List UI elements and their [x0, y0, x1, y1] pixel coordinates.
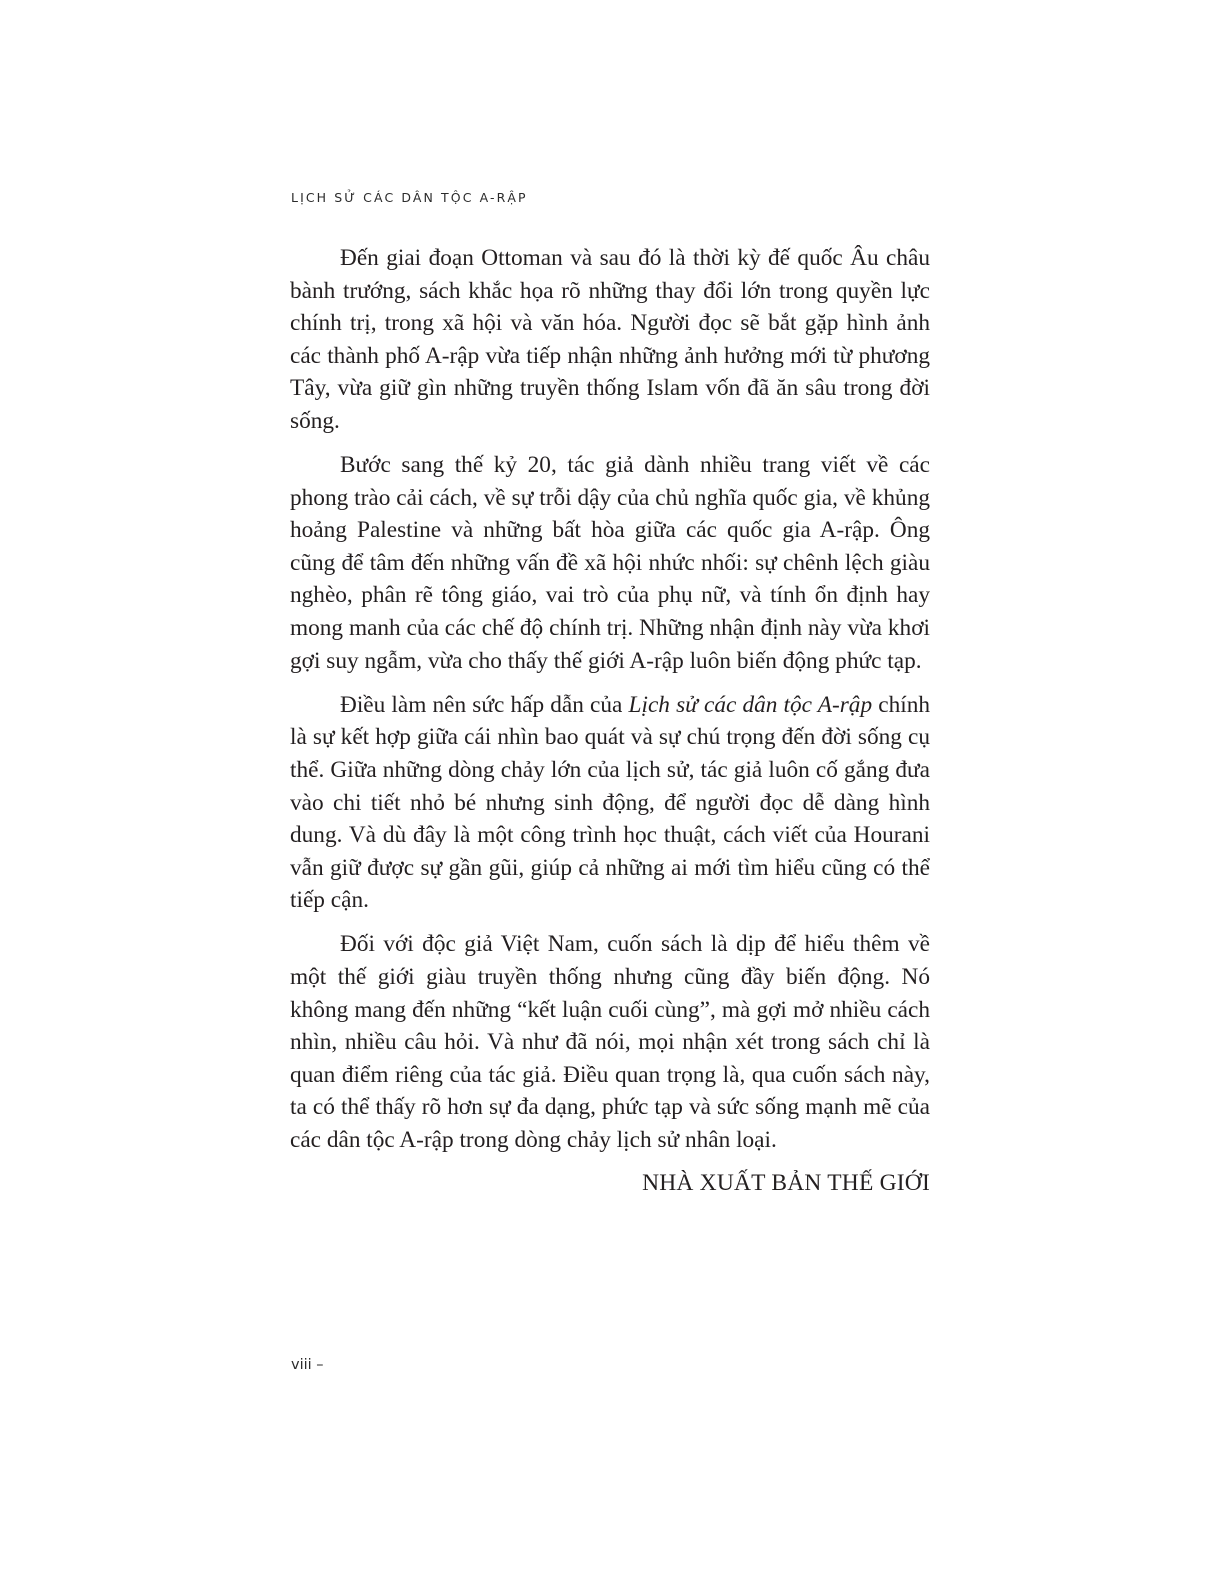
paragraph-2: Bước sang thế kỷ 20, tác giả dành nhiều trang viết về các phong trào cải cách, về sự trỗi dậy của chủ nghĩa quốc gia, về khủng hoảng Palestine và những bất hòa giữa các quốc gia A-rập. Ông cũng để tâm đến những vấn đề xã hội nhức nhối: sự chênh lệch giàu nghèo, phân rẽ tông giáo, vai trò của phụ nữ, và tính ổn định hay mong manh của các chế độ chính trị. Những nhận định này vừa khơi gợi suy ngẫm, vừa cho thấy thế giới A-rập luôn biến động phức tạp. [290, 452, 930, 674]
paragraph-4: Đối với độc giả Việt Nam, cuốn sách là dịp để hiểu thêm về một thế giới giàu truyền thống nhưng cũng đầy biến động. Nó không mang đến những “kết luận cuối cùng”, mà gợi mở nhiều cách nhìn, nhiều câu hỏi. Và như đã nói, mọi nhận xét trong sách chỉ là quan điểm riêng của tác giả. Điều quan trọng là, qua cuốn sách này, ta có thể thấy rõ hơn sự đa dạng, phức tạp và sức sống mạnh mẽ của các dân tộc A-rập trong dòng chảy lịch sử nhân loại. [290, 931, 930, 1153]
body-text [290, 242, 930, 1200]
running-head: LỊCH SỬ CÁC DÂN TỘC A-RẬP [291, 190, 528, 205]
paragraph-3-rest: chính là sự kết hợp giữa cái nhìn bao quát và sự chú trọng đến đời sống cụ thể. Giữa những dòng chảy lớn của lịch sử, tác giả luôn cố gắng đưa vào chi tiết nhỏ bé nhưng sinh động, để người đọc dễ dàng hình dung. Và dù đây là một công trình học thuật, cách viết của Hourani vẫn giữ được sự gần gũi, giúp cả những ai mới tìm hiểu cũng có thể tiếp cận. [290, 691, 930, 914]
paragraph-3 [290, 689, 930, 917]
paragraph-1: Đến giai đoạn Ottoman và sau đó là thời kỳ đế quốc Âu châu bành trướng, sách khắc họa rõ những thay đổi lớn trong quyền lực chính trị, trong xã hội và văn hóa. Người đọc sẽ bắt gặp hình ảnh các thành phố A-rập vừa tiếp nhận những ảnh hưởng mới từ phương Tây, vừa giữ gìn những truyền thống Islam vốn đã ăn sâu trong đời sống. [290, 245, 930, 434]
book-title: Lịch sử các dân tộc A-rập [628, 691, 873, 718]
publisher-signature: NHÀ XUẤT BẢN THẾ GIỚI [642, 1170, 930, 1197]
page-number: viii – [291, 1357, 324, 1373]
paragraph-3-lead: Điều làm nên sức hấp dẫn của [340, 691, 629, 718]
